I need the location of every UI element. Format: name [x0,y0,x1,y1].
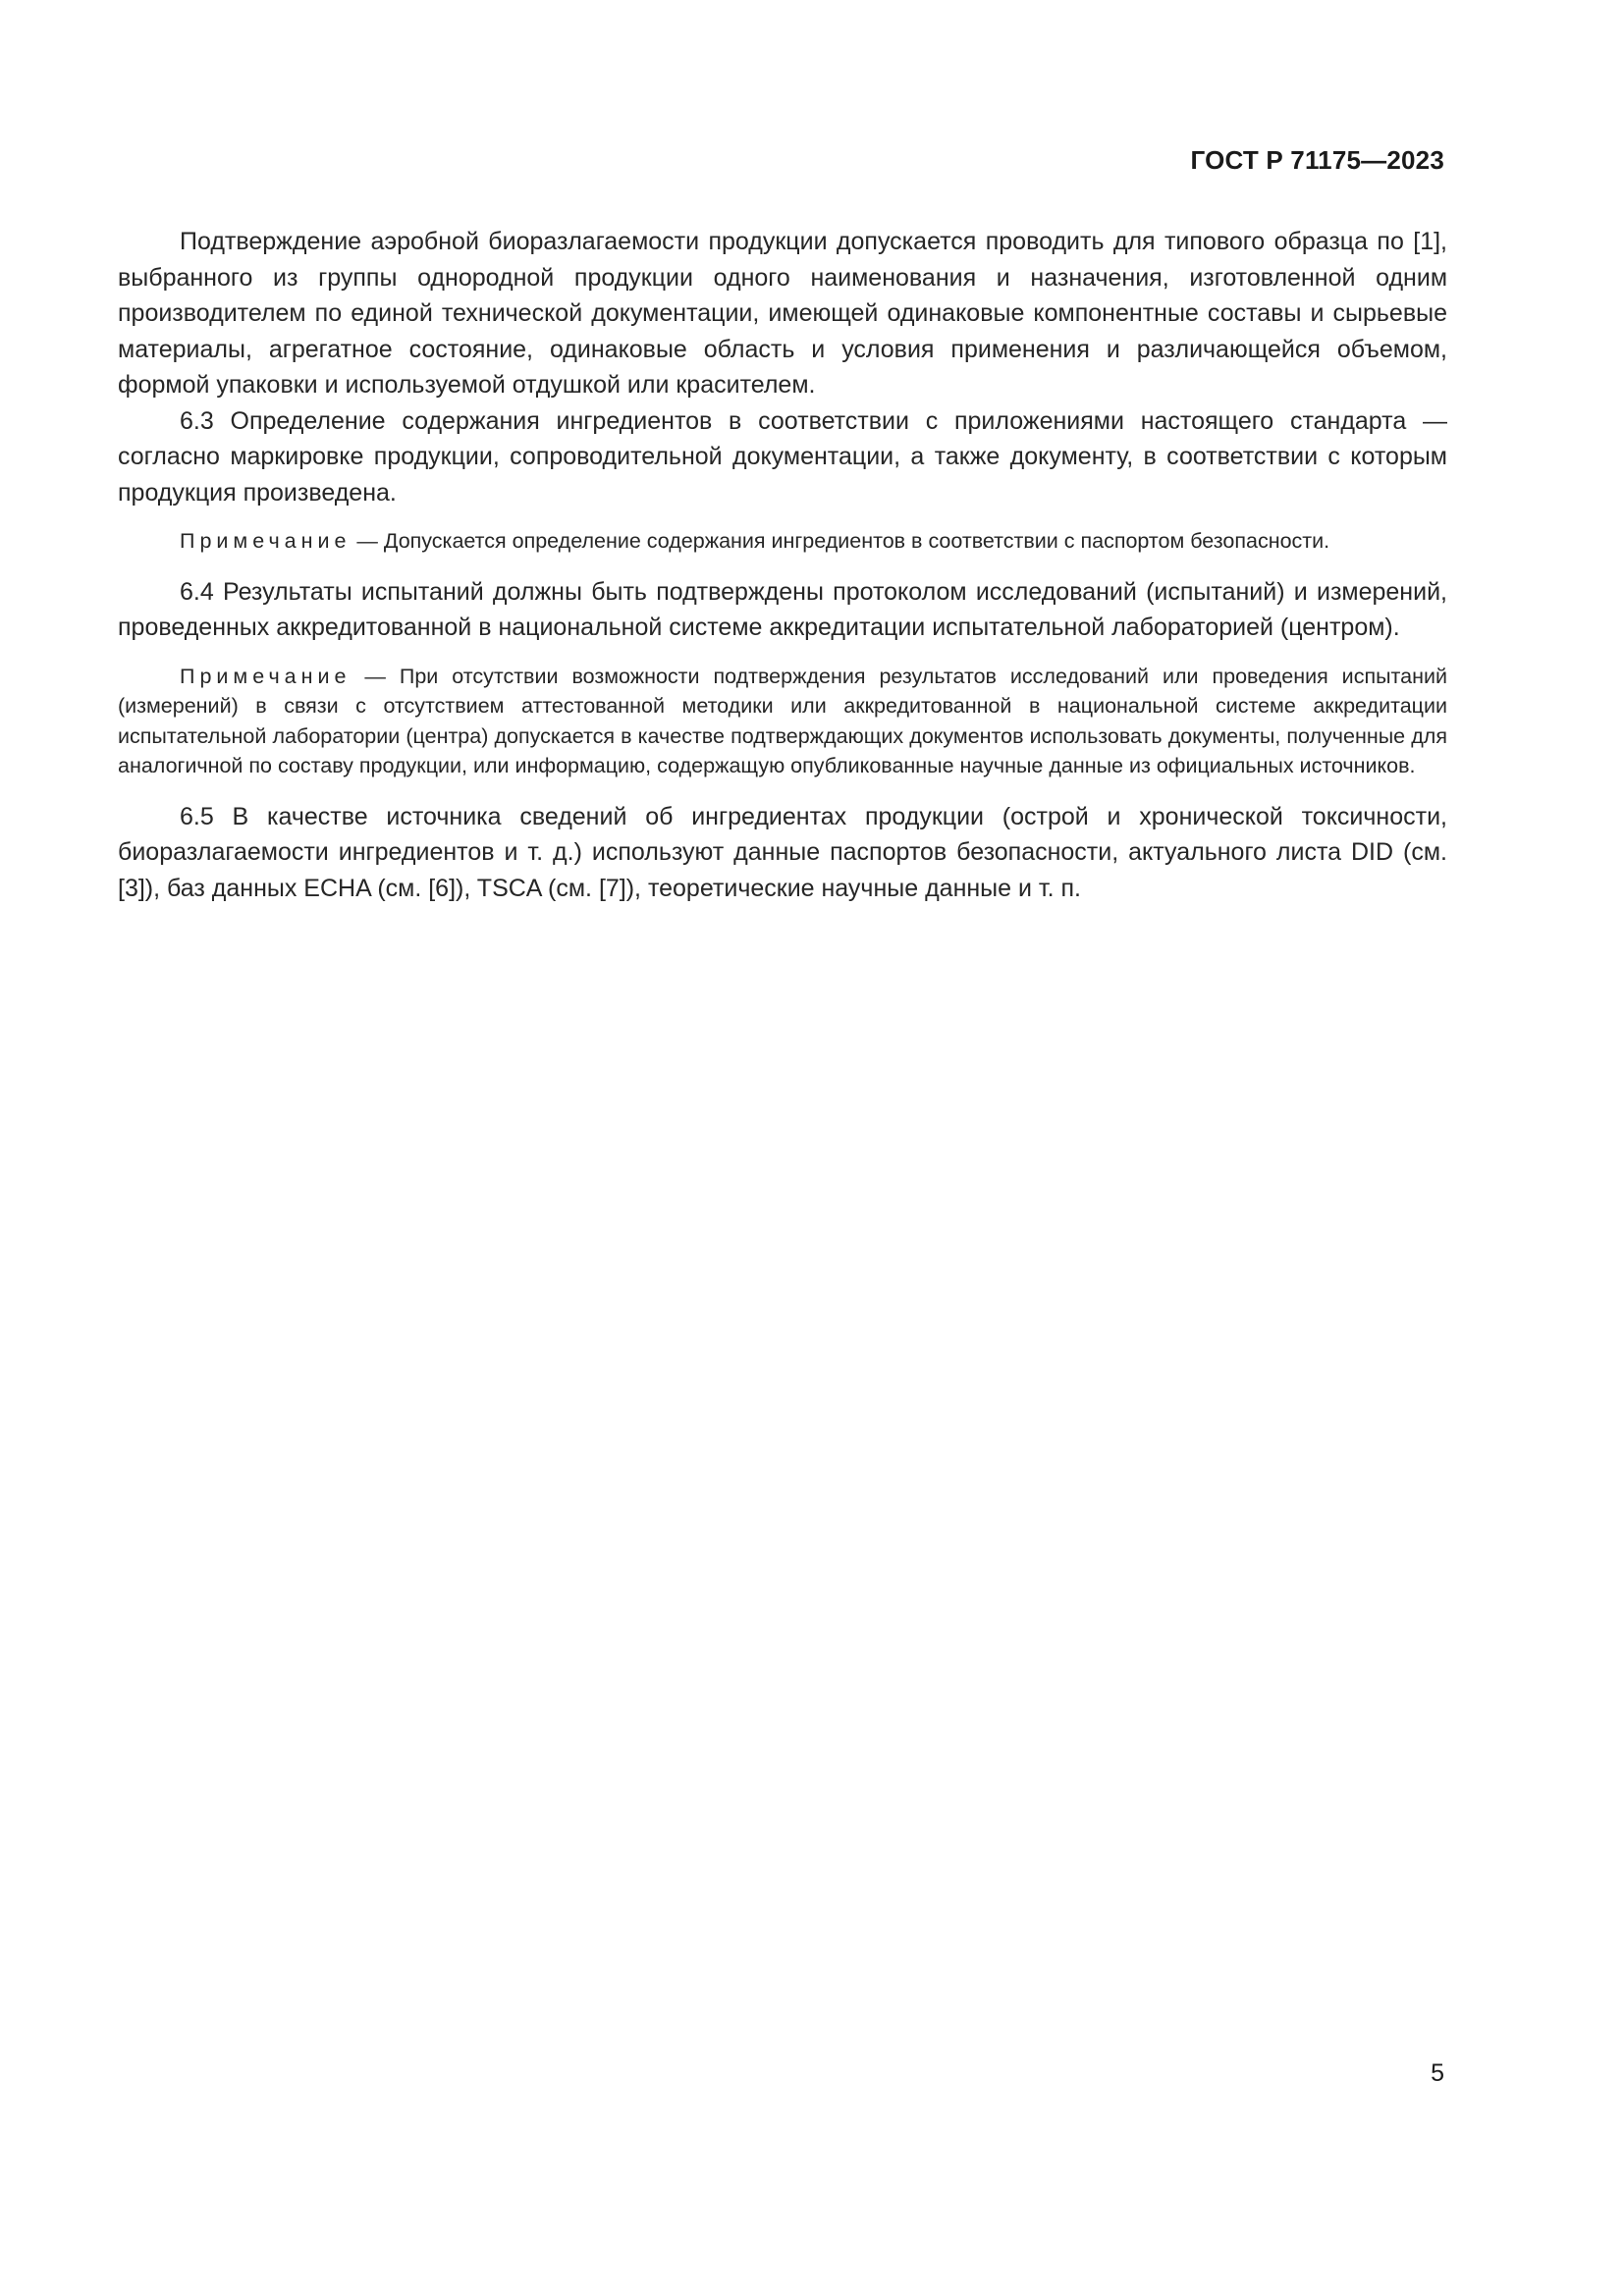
page-content [118,224,1447,906]
note-text: — Допускается определение содержания ингредиентов в соответствии с паспортом безопасности. [351,529,1330,553]
note-text: — При отсутствии возможности подтверждения результатов исследований или проведения испытаний (измерений) в связи с отсутствием аттестованной методики или аккредитованной в национальной системе аккредитации испытательной лаборатории (центра) допускается в качестве подтверждающих документов использовать документы, полученные для аналогичной по составу продукции, или информацию, содержащую опубликованные научные данные из официальных источников. [118,664,1447,777]
note-label: Примечание [180,529,352,553]
paragraph-6-3: 6.3 Определение содержания ингредиентов в соответствии с приложениями настоящего стандарта — согласно маркировке продукции, сопроводительной документации, а также документу, в соответствии с которым продукция произведена. [118,406,1447,507]
note-label: Примечание [180,664,352,688]
paragraph-biodegradability: Подтверждение аэробной биоразлагаемости продукции допускается проводить для типового образца по [1], выбранного из группы однородной продукции одного наименования и назначения, изготовленной одним производителем по единой технической документации, имеющей одинаковые компонентные составы и сырьевые материалы, агрегатное состояние, одинаковые область и условия применения и различающейся объемом, формой упаковки и используемой отдушкой или красителем. [118,228,1447,399]
paragraph-6-4: 6.4 Результаты испытаний должны быть подтверждены протоколом исследований (испытаний) и измерений, проведенных аккредитованной в национальной системе аккредитации испытательной лабораторией (центром). [118,577,1447,641]
note-6-3 [118,526,1447,557]
paragraph-6-5: 6.5 В качестве источника сведений об ингредиентах продукции (острой и хронической токсичности, биоразлагаемости ингредиентов и т. д.) используют данные паспортов безопасности, актуального листа DID (см. [3]), баз данных ECHA (см. [6]), TSCA (см. [7]), теоретические научные данные и т. п. [118,802,1447,902]
document-id-header: ГОСТ Р 71175—2023 [1190,145,1444,175]
note-6-4 [118,662,1447,781]
page-number: 5 [1431,2059,1444,2087]
